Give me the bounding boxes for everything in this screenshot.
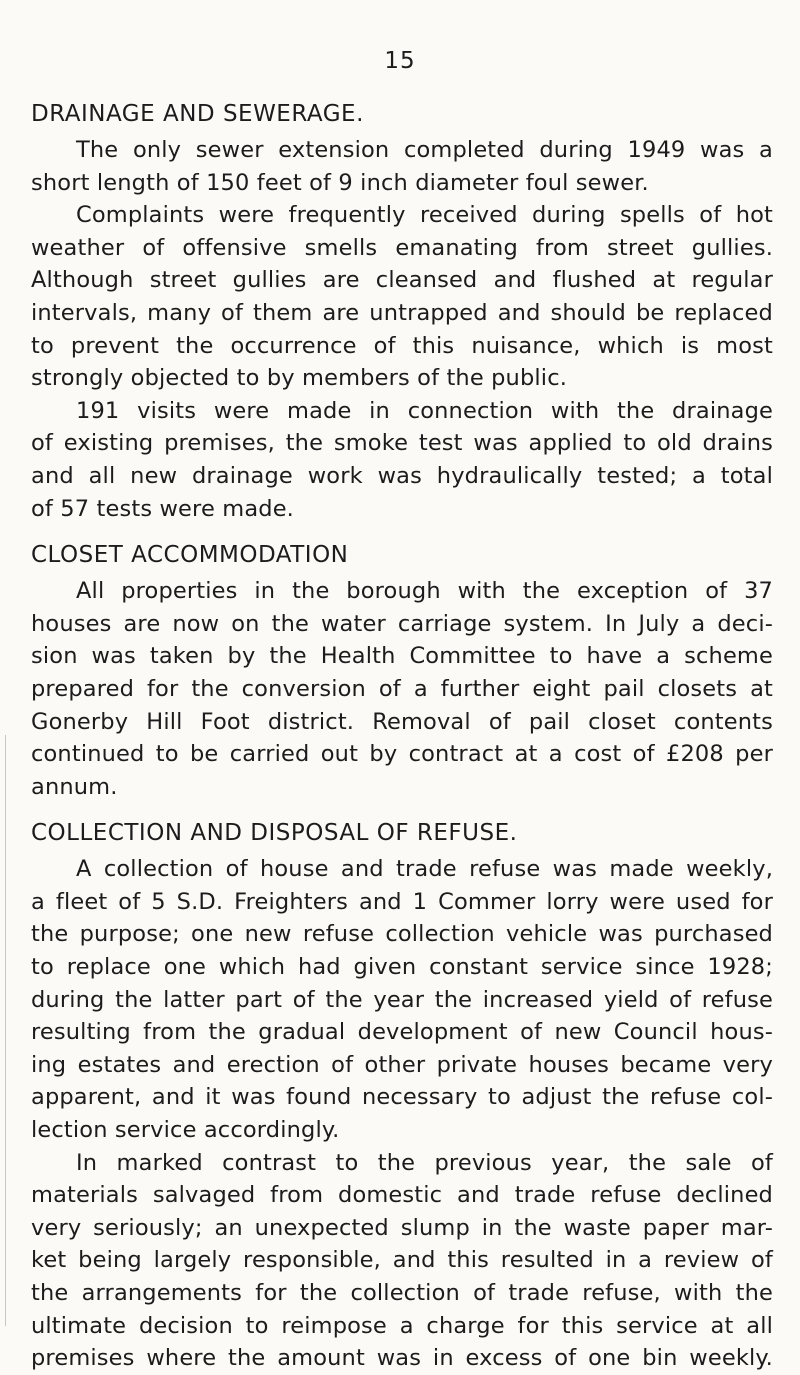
text-line: Gonerby Hill Foot district. Removal of pail closet contents [31, 708, 773, 735]
text-line: a fleet of 5 S.D. Freighters and 1 Commer lorry were used for [31, 888, 773, 915]
paragraph [31, 853, 773, 1146]
text-line: premises where the amount was in excess of one bin weekly. [31, 1345, 773, 1372]
scan-margin-line [5, 735, 6, 1326]
text-line: In marked contrast to the previous year, the sale of [76, 1149, 773, 1176]
text-line: intervals, many of them are untrapped and should be replaced [31, 299, 773, 326]
text-line: to replace one which had given constant service since 1928; [31, 954, 773, 981]
text-line: materials salvaged from domestic and trade refuse declined [31, 1182, 773, 1209]
text-line: ultimate decision to reimpose a charge for this service at all [31, 1312, 773, 1339]
text-line: Complaints were frequently received during spells of hot [76, 202, 773, 229]
text-line: 191 visits were made in connection with the drainage [76, 397, 773, 424]
section-heading-refuse: COLLECTION AND DISPOSAL OF REFUSE. [31, 820, 518, 847]
paragraph [31, 199, 773, 395]
page-number: 15 [384, 48, 416, 74]
text-line: of 57 tests were made. [31, 495, 294, 522]
text-line: strongly objected to by members of the public. [31, 365, 568, 392]
text-line: short length of 150 feet of 9 inch diameter foul sewer. [31, 169, 649, 196]
text-line: All properties in the borough with the exception of 37 [76, 578, 773, 605]
text-line: lection service accordingly. [31, 1117, 340, 1144]
paragraph [31, 1147, 773, 1375]
text-line: Although street gullies are cleansed and flushed at regular [31, 267, 773, 294]
text-line: very seriously; an unexpected slump in the waste paper mar- [31, 1214, 773, 1241]
text-line: during the latter part of the year the increased yield of refuse [31, 986, 773, 1013]
text-line: houses are now on the water carriage system. In July a deci- [31, 610, 773, 637]
paragraph [31, 134, 773, 199]
text-line: of existing premises, the smoke test was applied to old drains [31, 430, 773, 457]
text-line: sion was taken by the Health Committee to have a scheme [31, 643, 773, 670]
text-line: apparent, and it was found necessary to adjust the refuse col- [31, 1084, 773, 1111]
text-line: annum. [31, 773, 118, 800]
text-line: ket being largely responsible, and this resulted in a review of [31, 1247, 773, 1274]
text-line: the purpose; one new refuse collection vehicle was purchased [31, 921, 773, 948]
section-heading-drainage: DRAINAGE AND SEWERAGE. [31, 101, 364, 127]
paragraph [31, 575, 773, 803]
text-line: The only sewer extension completed during 1949 was a [76, 137, 773, 163]
text-line: continued to be carried out by contract at a cost of £208 per [31, 741, 773, 768]
paragraph [31, 395, 773, 525]
text-line: to prevent the occurrence of this nuisance, which is most [31, 332, 773, 359]
text-line: resulting from the gradual development of new Council hous- [31, 1019, 773, 1046]
text-line: prepared for the conversion of a further eight pail closets at [31, 675, 773, 702]
text-line: A collection of house and trade refuse was made weekly, [76, 856, 773, 883]
page-content [31, 98, 773, 1375]
text-line: and all new drainage work was hydraulically tested; a total [31, 462, 773, 489]
section-heading-closet: CLOSET ACCOMMODATION [31, 542, 349, 569]
text-line: weather of offensive smells emanating from street gullies. [31, 234, 773, 261]
text-line: the arrangements for the collection of trade refuse, with the [31, 1280, 773, 1306]
text-line: ing estates and erection of other private houses became very [31, 1051, 773, 1078]
